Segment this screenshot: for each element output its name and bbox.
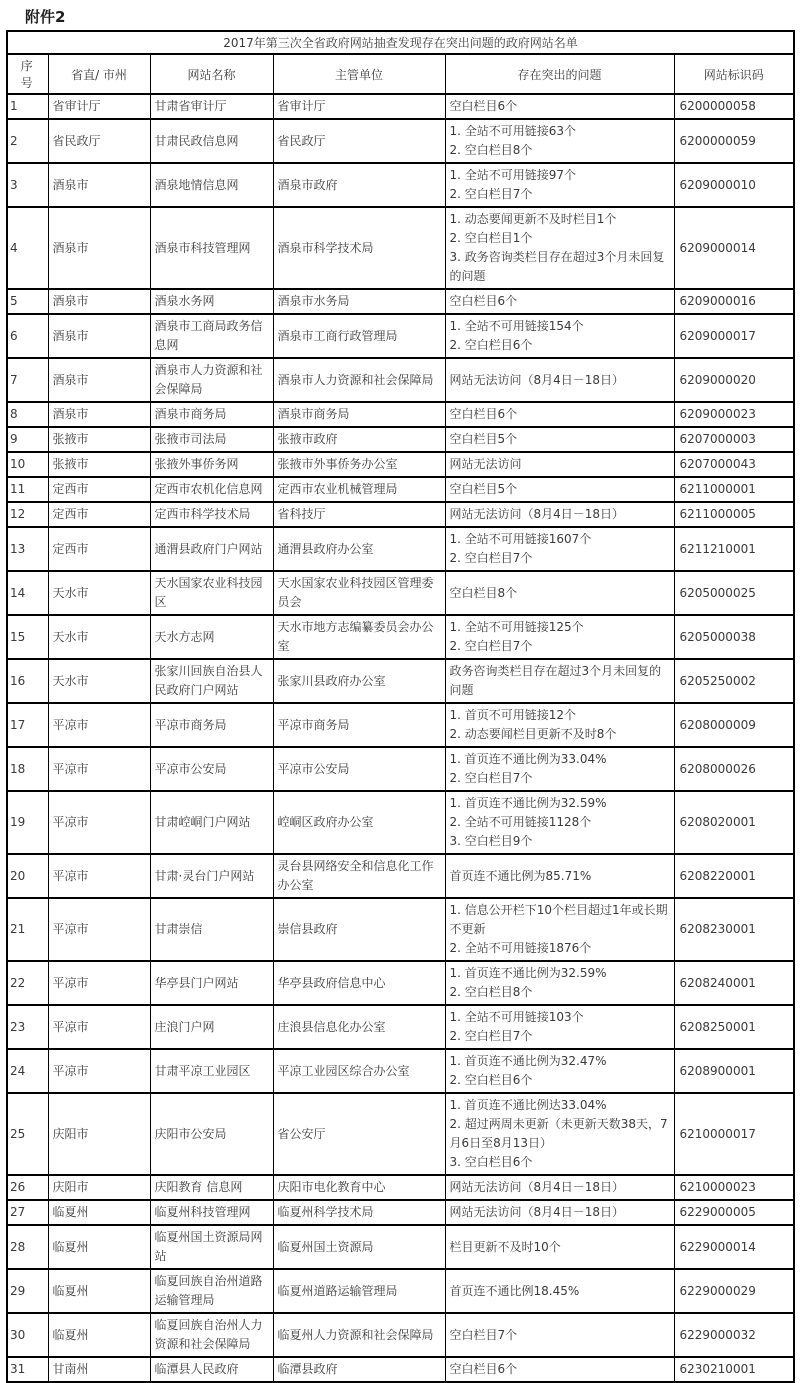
website-id-code-cell: 6211000005	[674, 502, 794, 527]
serial-number-cell: 30	[7, 1313, 48, 1357]
website-id-code-cell: 6200000058	[674, 94, 794, 119]
problem-line: 网站无法访问	[449, 457, 522, 471]
region-cell: 临夏州	[48, 1313, 150, 1357]
problems-cell	[445, 615, 674, 659]
serial-number-cell: 27	[7, 1200, 48, 1225]
problem-line: 1. 动态要闻更新不及时栏目1个	[449, 212, 617, 226]
supervising-unit-cell: 酒泉市政府	[273, 163, 445, 207]
website-id-code-cell: 6209000010	[674, 163, 794, 207]
problem-line: 1. 全站不可用链接1607个	[449, 532, 592, 546]
website-id-code-cell: 6205000025	[674, 571, 794, 615]
table-row	[7, 358, 794, 402]
website-name-cell: 甘肃民政信息网	[150, 119, 273, 163]
website-name-cell: 张掖外事侨务网	[150, 452, 273, 477]
problems-cell	[445, 1313, 674, 1357]
problem-line: 空白栏目7个	[449, 1327, 518, 1342]
table-row	[7, 747, 794, 791]
serial-number-cell: 2	[7, 119, 48, 163]
region-cell: 平凉市	[48, 703, 150, 747]
problem-line: 网站无法访问（8月4日－18日）	[449, 1205, 625, 1219]
problem-line: 2. 动态要闻栏目更新不及时8个	[449, 727, 617, 741]
problems-cell	[445, 961, 674, 1005]
serial-number-cell: 9	[7, 427, 48, 452]
problem-line: 1. 全站不可用链接154个	[449, 319, 584, 333]
table-row	[7, 571, 794, 615]
website-id-code-cell: 6229000014	[674, 1225, 794, 1269]
supervising-unit-cell: 张掖市政府	[273, 427, 445, 452]
table-row	[7, 1313, 794, 1357]
problem-line: 2. 空白栏目6个	[449, 1073, 533, 1087]
table-row	[7, 119, 794, 163]
supervising-unit-cell: 定西市农业机械管理局	[273, 477, 445, 502]
table-title: 2017年第三次全省政府网站抽查发现存在突出问题的政府网站名单	[7, 31, 794, 54]
region-cell: 张掖市	[48, 452, 150, 477]
table-body	[7, 94, 794, 1382]
supervising-unit-cell: 平凉工业园区综合办公室	[273, 1049, 445, 1093]
serial-number-cell: 3	[7, 163, 48, 207]
table-row	[7, 402, 794, 427]
website-name-cell: 临夏州国土资源局网站	[150, 1225, 273, 1269]
supervising-unit-cell: 天水国家农业科技园区管理委员会	[273, 571, 445, 615]
serial-number-cell: 26	[7, 1175, 48, 1200]
website-id-code-cell: 6207000003	[674, 427, 794, 452]
supervising-unit-cell: 张掖市外事侨务办公室	[273, 452, 445, 477]
serial-number-cell: 6	[7, 314, 48, 358]
serial-number-cell: 28	[7, 1225, 48, 1269]
problem-line: 网站无法访问（8月4日－18日）	[449, 507, 625, 521]
website-id-code-cell: 6230210001	[674, 1357, 794, 1382]
region-cell: 甘南州	[48, 1357, 150, 1382]
supervising-unit-cell: 省公安厅	[273, 1093, 445, 1175]
problem-line: 2. 空白栏目7个	[449, 187, 533, 201]
supervising-unit-cell: 张家川县政府办公室	[273, 659, 445, 703]
table-row	[7, 703, 794, 747]
problem-line: 1. 首页连不通比例为32.47%	[449, 1054, 607, 1068]
website-id-code-cell: 6205000038	[674, 615, 794, 659]
region-cell: 酒泉市	[48, 163, 150, 207]
region-cell: 天水市	[48, 615, 150, 659]
website-name-cell: 华亭县门户网站	[150, 961, 273, 1005]
problems-cell	[445, 571, 674, 615]
problem-line: 空白栏目6个	[449, 1362, 518, 1376]
region-cell: 临夏州	[48, 1225, 150, 1269]
table-row	[7, 1005, 794, 1049]
supervising-unit-cell: 省科技厅	[273, 502, 445, 527]
serial-number-cell: 25	[7, 1093, 48, 1175]
table-row	[7, 527, 794, 571]
problems-cell	[445, 703, 674, 747]
serial-number-cell: 11	[7, 477, 48, 502]
supervising-unit-cell: 通渭县政府办公室	[273, 527, 445, 571]
problem-line: 栏目更新不及时10个	[449, 1239, 561, 1254]
column-header-prominent-problems: 存在突出的问题	[445, 54, 674, 94]
serial-number-cell: 31	[7, 1357, 48, 1382]
table-header-row	[7, 54, 794, 94]
table-row	[7, 1225, 794, 1269]
region-cell: 天水市	[48, 571, 150, 615]
problem-line: 2. 全站不可用链接1876个	[449, 941, 592, 955]
problem-line: 网站无法访问（8月4日－18日）	[449, 1180, 625, 1194]
problem-line: 空白栏目5个	[449, 482, 518, 496]
website-id-code-cell: 6208230001	[674, 898, 794, 961]
website-name-cell: 酒泉地情信息网	[150, 163, 273, 207]
problem-websites-table	[6, 30, 795, 1383]
website-name-cell: 定西市农机化信息网	[150, 477, 273, 502]
problems-cell	[445, 402, 674, 427]
website-name-cell: 酒泉市工商局政务信息网	[150, 314, 273, 358]
website-id-code-cell: 6208250001	[674, 1005, 794, 1049]
problems-cell	[445, 898, 674, 961]
problem-line: 2. 全站不可用链接1128个	[449, 815, 592, 829]
region-cell: 平凉市	[48, 747, 150, 791]
website-name-cell: 临夏回族自治州人力资源和社会保障局	[150, 1313, 273, 1357]
table-row	[7, 1200, 794, 1225]
region-cell: 平凉市	[48, 961, 150, 1005]
problems-cell	[445, 1225, 674, 1269]
website-id-code-cell: 6208000009	[674, 703, 794, 747]
problems-cell	[445, 527, 674, 571]
problem-line: 2. 空白栏目7个	[449, 771, 533, 785]
website-name-cell: 临夏回族自治州道路运输管理局	[150, 1269, 273, 1313]
problems-cell	[445, 854, 674, 898]
website-id-code-cell: 6207000043	[674, 452, 794, 477]
serial-number-cell: 18	[7, 747, 48, 791]
table-row	[7, 289, 794, 314]
problems-cell	[445, 791, 674, 854]
website-id-code-cell: 6208000026	[674, 747, 794, 791]
supervising-unit-cell: 天水市地方志编纂委员会办公室	[273, 615, 445, 659]
table-row	[7, 427, 794, 452]
website-id-code-cell: 6200000059	[674, 119, 794, 163]
problem-line: 1. 首页不可用链接12个	[449, 708, 577, 722]
problem-line: 2. 空白栏目8个	[449, 143, 533, 157]
website-name-cell: 甘肃平凉工业园区	[150, 1049, 273, 1093]
serial-number-cell: 17	[7, 703, 48, 747]
problem-line: 1. 首页连不通比例为33.04%	[449, 752, 607, 766]
table-row	[7, 1175, 794, 1200]
problems-cell	[445, 502, 674, 527]
problems-cell	[445, 1005, 674, 1049]
serial-number-cell: 7	[7, 358, 48, 402]
supervising-unit-cell: 临潭县政府	[273, 1357, 445, 1382]
problem-line: 空白栏目8个	[449, 585, 518, 600]
problems-cell	[445, 119, 674, 163]
supervising-unit-cell: 酒泉市工商行政管理局	[273, 314, 445, 358]
website-name-cell: 通渭县政府门户网站	[150, 527, 273, 571]
supervising-unit-cell: 临夏州科学技术局	[273, 1200, 445, 1225]
website-id-code-cell: 6211210001	[674, 527, 794, 571]
problem-line: 2. 空白栏目1个	[449, 231, 533, 245]
website-id-code-cell: 6208900001	[674, 1049, 794, 1093]
serial-number-cell: 19	[7, 791, 48, 854]
serial-number-cell: 20	[7, 854, 48, 898]
website-name-cell: 甘肃崆峒门户网站	[150, 791, 273, 854]
table-row	[7, 477, 794, 502]
website-id-code-cell: 6209000020	[674, 358, 794, 402]
problem-line: 1. 全站不可用链接97个	[449, 168, 577, 182]
website-name-cell: 平凉市商务局	[150, 703, 273, 747]
problem-line: 2. 空白栏目6个	[449, 338, 533, 352]
column-header-region: 省直/ 市州	[48, 54, 150, 94]
problems-cell	[445, 452, 674, 477]
problem-line: 2. 空白栏目7个	[449, 1029, 533, 1043]
website-name-cell: 张家川回族自治县人民政府门户网站	[150, 659, 273, 703]
website-name-cell: 庆阳教育 信息网	[150, 1175, 273, 1200]
problems-cell	[445, 747, 674, 791]
problems-cell	[445, 1200, 674, 1225]
supervising-unit-cell: 平凉市商务局	[273, 703, 445, 747]
problem-line: 2. 空白栏目7个	[449, 551, 533, 565]
website-id-code-cell: 6229000029	[674, 1269, 794, 1313]
problems-cell	[445, 1357, 674, 1382]
website-name-cell: 酒泉水务网	[150, 289, 273, 314]
table-row	[7, 207, 794, 289]
website-id-code-cell: 6229000032	[674, 1313, 794, 1357]
problems-cell	[445, 477, 674, 502]
table-row	[7, 502, 794, 527]
website-name-cell: 庆阳市公安局	[150, 1093, 273, 1175]
supervising-unit-cell: 崇信县政府	[273, 898, 445, 961]
region-cell: 张掖市	[48, 427, 150, 452]
website-name-cell: 天水国家农业科技园区	[150, 571, 273, 615]
website-name-cell: 甘肃崇信	[150, 898, 273, 961]
table-row	[7, 1357, 794, 1382]
table-row	[7, 1093, 794, 1175]
website-name-cell: 定西市科学技术局	[150, 502, 273, 527]
problem-line: 政务咨询类栏目存在超过3个月未回复的问题	[449, 664, 662, 697]
website-name-cell: 酒泉市科技管理网	[150, 207, 273, 289]
region-cell: 庆阳市	[48, 1093, 150, 1175]
supervising-unit-cell: 华亭县政府信息中心	[273, 961, 445, 1005]
table-row	[7, 898, 794, 961]
supervising-unit-cell: 酒泉市人力资源和社会保障局	[273, 358, 445, 402]
serial-number-cell: 12	[7, 502, 48, 527]
website-name-cell: 张掖市司法局	[150, 427, 273, 452]
problem-line: 空白栏目6个	[449, 407, 518, 421]
problem-line: 1. 信息公开栏下10个栏目超过1年或长期不更新	[449, 903, 668, 936]
problems-cell	[445, 94, 674, 119]
website-name-cell: 临夏州科技管理网	[150, 1200, 273, 1225]
website-name-cell: 酒泉市人力资源和社会保障局	[150, 358, 273, 402]
column-header-serial-number: 序 号	[7, 54, 48, 94]
table-row	[7, 961, 794, 1005]
website-id-code-cell: 6209000017	[674, 314, 794, 358]
problems-cell	[445, 163, 674, 207]
website-id-code-cell: 6208020001	[674, 791, 794, 854]
problems-cell	[445, 1175, 674, 1200]
table-row	[7, 1269, 794, 1313]
website-id-code-cell: 6208220001	[674, 854, 794, 898]
problem-line: 3. 空白栏目9个	[449, 834, 533, 848]
attachment-label: 附件2	[25, 8, 66, 26]
serial-number-cell: 29	[7, 1269, 48, 1313]
region-cell: 平凉市	[48, 1049, 150, 1093]
website-id-code-cell: 6211000001	[674, 477, 794, 502]
serial-number-cell: 15	[7, 615, 48, 659]
problem-line: 3. 空白栏目6个	[449, 1155, 533, 1169]
region-cell: 定西市	[48, 502, 150, 527]
region-cell: 临夏州	[48, 1269, 150, 1313]
problem-line: 1. 全站不可用链接103个	[449, 1010, 584, 1024]
supervising-unit-cell: 临夏州国土资源局	[273, 1225, 445, 1269]
table-row	[7, 659, 794, 703]
website-name-cell: 天水方志网	[150, 615, 273, 659]
serial-number-cell: 23	[7, 1005, 48, 1049]
region-cell: 庆阳市	[48, 1175, 150, 1200]
problems-cell	[445, 314, 674, 358]
table-title-row	[7, 31, 794, 54]
serial-number-cell: 24	[7, 1049, 48, 1093]
region-cell: 平凉市	[48, 791, 150, 854]
region-cell: 天水市	[48, 659, 150, 703]
column-header-website-id-code: 网站标识码	[674, 54, 794, 94]
problems-cell	[445, 659, 674, 703]
website-id-code-cell: 6209000014	[674, 207, 794, 289]
region-cell: 酒泉市	[48, 314, 150, 358]
serial-number-cell: 4	[7, 207, 48, 289]
region-cell: 临夏州	[48, 1200, 150, 1225]
serial-number-cell: 21	[7, 898, 48, 961]
problem-line: 首页连不通比例为85.71%	[449, 868, 592, 883]
serial-number-cell: 8	[7, 402, 48, 427]
supervising-unit-cell: 酒泉市水务局	[273, 289, 445, 314]
website-id-code-cell: 6210000023	[674, 1175, 794, 1200]
problem-line: 1. 全站不可用链接63个	[449, 124, 577, 138]
problem-line: 1. 首页连不通比例为32.59%	[449, 966, 607, 980]
website-id-code-cell: 6205250002	[674, 659, 794, 703]
region-cell: 平凉市	[48, 1005, 150, 1049]
website-id-code-cell: 6210000017	[674, 1093, 794, 1175]
supervising-unit-cell: 酒泉市科学技术局	[273, 207, 445, 289]
serial-number-cell: 10	[7, 452, 48, 477]
supervising-unit-cell: 酒泉市商务局	[273, 402, 445, 427]
table-row	[7, 163, 794, 207]
serial-number-cell: 14	[7, 571, 48, 615]
supervising-unit-cell: 平凉市公安局	[273, 747, 445, 791]
supervising-unit-cell: 崆峒区政府办公室	[273, 791, 445, 854]
supervising-unit-cell: 临夏州人力资源和社会保障局	[273, 1313, 445, 1357]
table-row	[7, 314, 794, 358]
problems-cell	[445, 289, 674, 314]
region-cell: 酒泉市	[48, 289, 150, 314]
region-cell: 省民政厅	[48, 119, 150, 163]
problem-line: 1. 全站不可用链接125个	[449, 620, 584, 634]
region-cell: 酒泉市	[48, 207, 150, 289]
region-cell: 平凉市	[48, 854, 150, 898]
website-name-cell: 临潭县人民政府	[150, 1357, 273, 1382]
website-id-code-cell: 6229000005	[674, 1200, 794, 1225]
problem-line: 1. 首页连不通比例为32.59%	[449, 796, 607, 810]
supervising-unit-cell: 庄浪县信息化办公室	[273, 1005, 445, 1049]
region-cell: 定西市	[48, 477, 150, 502]
problems-cell	[445, 1093, 674, 1175]
serial-number-cell: 16	[7, 659, 48, 703]
region-cell: 定西市	[48, 527, 150, 571]
website-name-cell: 平凉市公安局	[150, 747, 273, 791]
website-name-cell: 酒泉市商务局	[150, 402, 273, 427]
problem-line: 空白栏目6个	[449, 99, 518, 113]
supervising-unit-cell: 灵台县网络安全和信息化工作办公室	[273, 854, 445, 898]
website-id-code-cell: 6208240001	[674, 961, 794, 1005]
problem-line: 空白栏目5个	[449, 432, 518, 446]
serial-number-cell: 1	[7, 94, 48, 119]
serial-number-cell: 5	[7, 289, 48, 314]
table-row	[7, 854, 794, 898]
problem-line: 空白栏目6个	[449, 294, 518, 308]
region-cell: 酒泉市	[48, 358, 150, 402]
problem-line: 1. 首页连不通比例达33.04%	[449, 1098, 607, 1112]
website-id-code-cell: 6209000016	[674, 289, 794, 314]
supervising-unit-cell: 省民政厅	[273, 119, 445, 163]
supervising-unit-cell: 庆阳市电化教育中心	[273, 1175, 445, 1200]
serial-number-cell: 13	[7, 527, 48, 571]
table-row	[7, 1049, 794, 1093]
problems-cell	[445, 1049, 674, 1093]
website-id-code-cell: 6209000023	[674, 402, 794, 427]
region-cell: 省审计厅	[48, 94, 150, 119]
problem-line: 2. 超过两周未更新（未更新天数38天，7月6日至8月13日）	[449, 1117, 668, 1150]
problems-cell	[445, 1269, 674, 1313]
region-cell: 酒泉市	[48, 402, 150, 427]
problem-line: 3. 政务咨询类栏目存在超过3个月未回复的问题	[449, 250, 665, 283]
table-row	[7, 452, 794, 477]
table-row	[7, 94, 794, 119]
problems-cell	[445, 207, 674, 289]
supervising-unit-cell: 临夏州道路运输管理局	[273, 1269, 445, 1313]
problem-line: 首页连不通比例18.45%	[449, 1283, 580, 1298]
problem-line: 2. 空白栏目8个	[449, 985, 533, 999]
serial-number-cell: 22	[7, 961, 48, 1005]
table-row	[7, 615, 794, 659]
region-cell: 平凉市	[48, 898, 150, 961]
column-header-website-name: 网站名称	[150, 54, 273, 94]
table-row	[7, 791, 794, 854]
problem-line: 2. 空白栏目7个	[449, 639, 533, 653]
website-name-cell: 甘肃省审计厅	[150, 94, 273, 119]
problem-line: 网站无法访问（8月4日－18日）	[449, 372, 625, 387]
website-name-cell: 庄浪门户网	[150, 1005, 273, 1049]
supervising-unit-cell: 省审计厅	[273, 94, 445, 119]
column-header-supervising-unit: 主管单位	[273, 54, 445, 94]
website-name-cell: 甘肃·灵台门户网站	[150, 854, 273, 898]
problems-cell	[445, 427, 674, 452]
problems-cell	[445, 358, 674, 402]
